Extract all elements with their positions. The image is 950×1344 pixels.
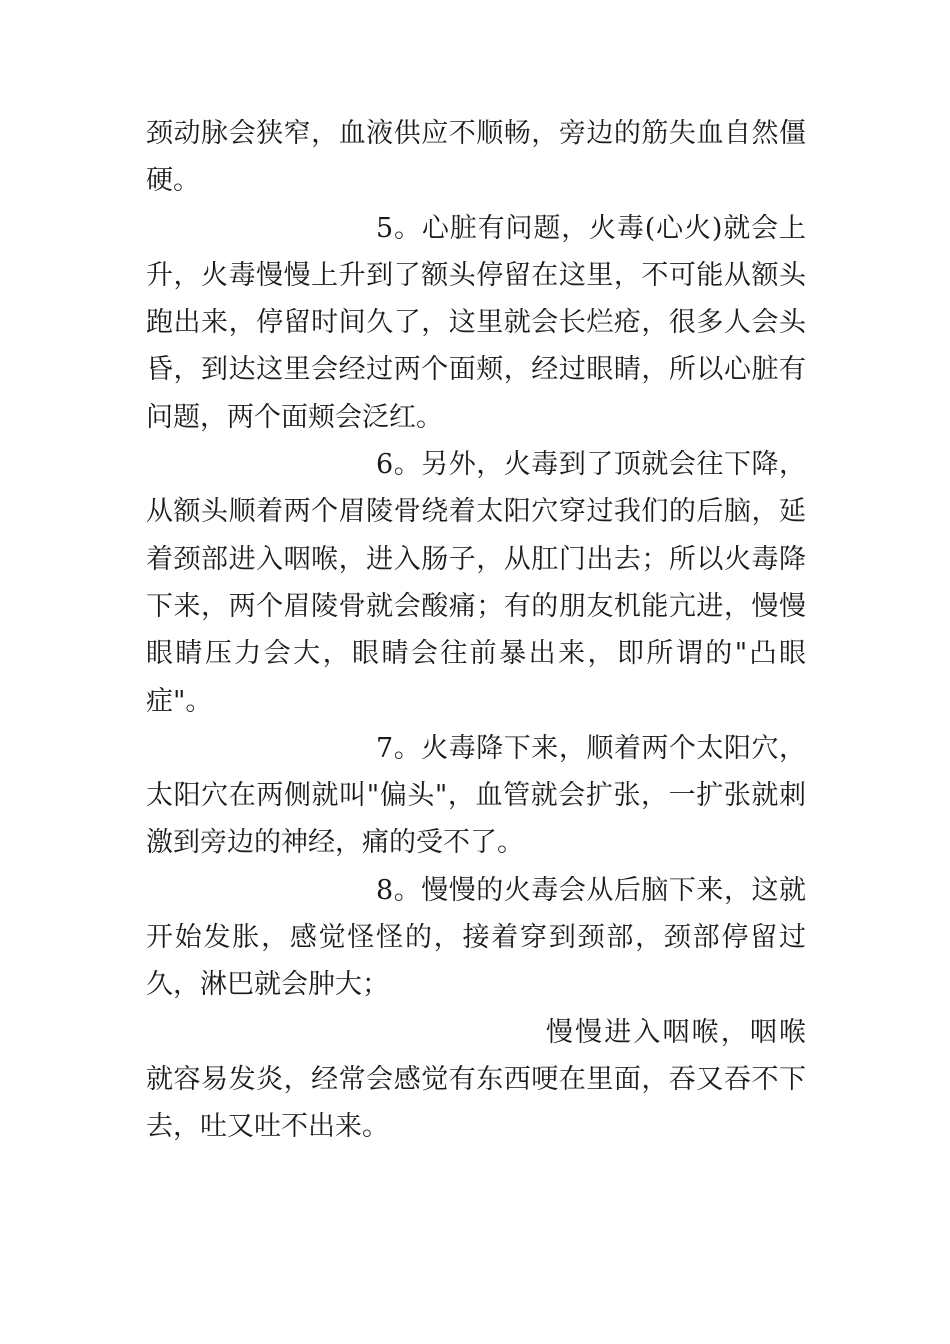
paragraph-6: 6。另外，火毒到了顶就会往下降，从额头顺着两个眉陵骨绕着太阳穴穿过我们的后脑，延着颈部进入咽喉，进入肠子，从肛门出去；所以火毒降下来，两个眉陵骨就会酸痛；有的朋友机能亢进，慢慢眼睛压力会大，眼睛会往前暴出来，即所谓的"凸眼症"。 xyxy=(146,449,806,717)
paragraph-throat: 慢慢进入咽喉，咽喉就容易发炎，经常会感觉有东西哽在里面，吞又吞不下去，吐又吐不出来。 xyxy=(146,1016,806,1143)
paragraph-7: 7。火毒降下来，顺着两个太阳穴，太阳穴在两侧就叫"偏头"，血管就会扩张，一扩张就刺激到旁边的神经，痛的受不了。 xyxy=(146,732,806,859)
paragraph-5: 5。心脏有问题，火毒(心火)就会上升，火毒慢慢上升到了额头停留在这里，不可能从额头跑出来，停留时间久了，这里就会长烂疮，很多人会头昏，到达这里会经过两个面颊，经过眼睛，所以心脏有问题，两个面颊会泛红。 xyxy=(146,212,806,433)
paragraph-carotid: 颈动脉会狭窄，血液供应不顺畅，旁边的筋失血自然僵硬。 xyxy=(146,118,806,197)
paragraph-8: 8。慢慢的火毒会从后脑下来，这就开始发胀，感觉怪怪的，接着穿到颈部，颈部停留过久，淋巴就会肿大； xyxy=(146,874,806,1001)
document-body xyxy=(146,110,806,1151)
